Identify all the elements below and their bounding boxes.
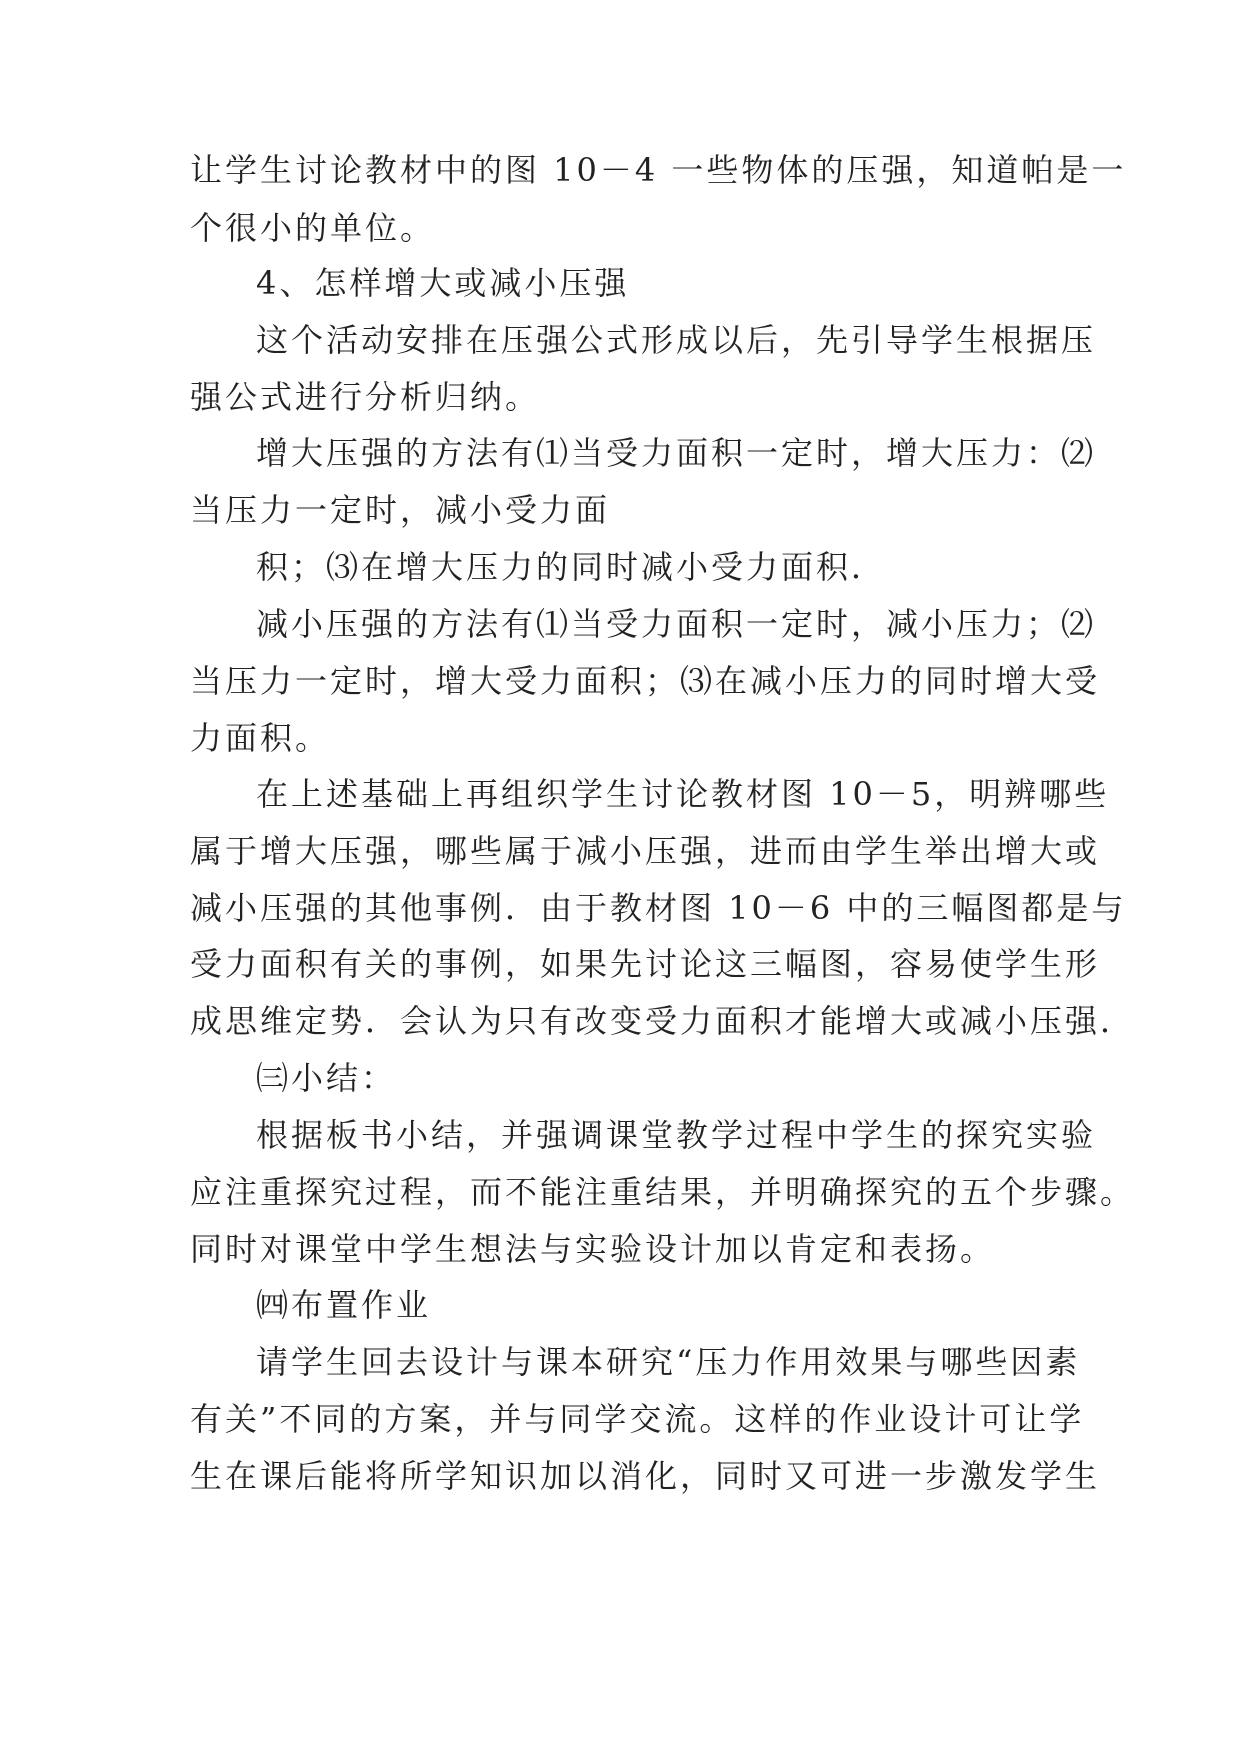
- text-line: 让学生讨论教材中的图 10－4 一些物体的压强，知道帕是一: [190, 151, 1127, 189]
- text-line: 属于增大压强，哪些属于减小压强，进而由学生举出增大或: [190, 832, 1101, 870]
- text-line: 请学生回去设计与课本研究“压力作用效果与哪些因素: [256, 1343, 1081, 1381]
- text-line: 当压力一定时，减小受力面: [190, 491, 611, 529]
- section-heading: 4、怎样增大或减小压强: [256, 264, 630, 302]
- section-heading: ㈣布置作业: [256, 1286, 432, 1324]
- text-line: 这个活动安排在压强公式形成以后，先引导学生根据压: [256, 321, 1097, 359]
- text-line: 应注重探究过程，而不能注重结果，并明确探究的五个步骤。: [190, 1173, 1136, 1211]
- text-line: 根据板书小结，并强调课堂教学过程中学生的探究实验: [256, 1116, 1097, 1154]
- text-line: 减小压强的其他事例．由于教材图 10－6 中的三幅图都是与: [190, 889, 1127, 927]
- text-line: 力面积。: [190, 719, 331, 757]
- text-line: 强公式进行分析归纳。: [190, 378, 541, 416]
- text-line: 个很小的单位。: [190, 209, 436, 247]
- text-line: 增大压强的方法有⑴当受力面积一定时，增大压力：⑵: [256, 434, 1097, 472]
- text-line: 成思维定势．会认为只有改变受力面积才能增大或减小压强．: [190, 1002, 1136, 1040]
- text-line: 积；⑶在增大压力的同时减小受力面积．: [256, 548, 887, 586]
- text-line: 有关”不同的方案，并与同学交流。这样的作业设计可让学: [190, 1400, 1085, 1438]
- section-heading: ㈢小结：: [256, 1059, 397, 1097]
- text-line: 生在课后能将所学知识加以消化，同时又可进一步激发学生: [190, 1457, 1101, 1495]
- text-line: 在上述基础上再组织学生讨论教材图 10－5，明辨哪些: [256, 775, 1110, 813]
- text-line: 同时对课堂中学生想法与实验设计加以肯定和表扬。: [190, 1230, 996, 1268]
- text-line: 减小压强的方法有⑴当受力面积一定时，减小压力；⑵: [256, 605, 1097, 643]
- text-line: 当压力一定时，增大受力面积；⑶在减小压力的同时增大受: [190, 662, 1101, 700]
- text-line: 受力面积有关的事例，如果先讨论这三幅图，容易使学生形: [190, 945, 1101, 983]
